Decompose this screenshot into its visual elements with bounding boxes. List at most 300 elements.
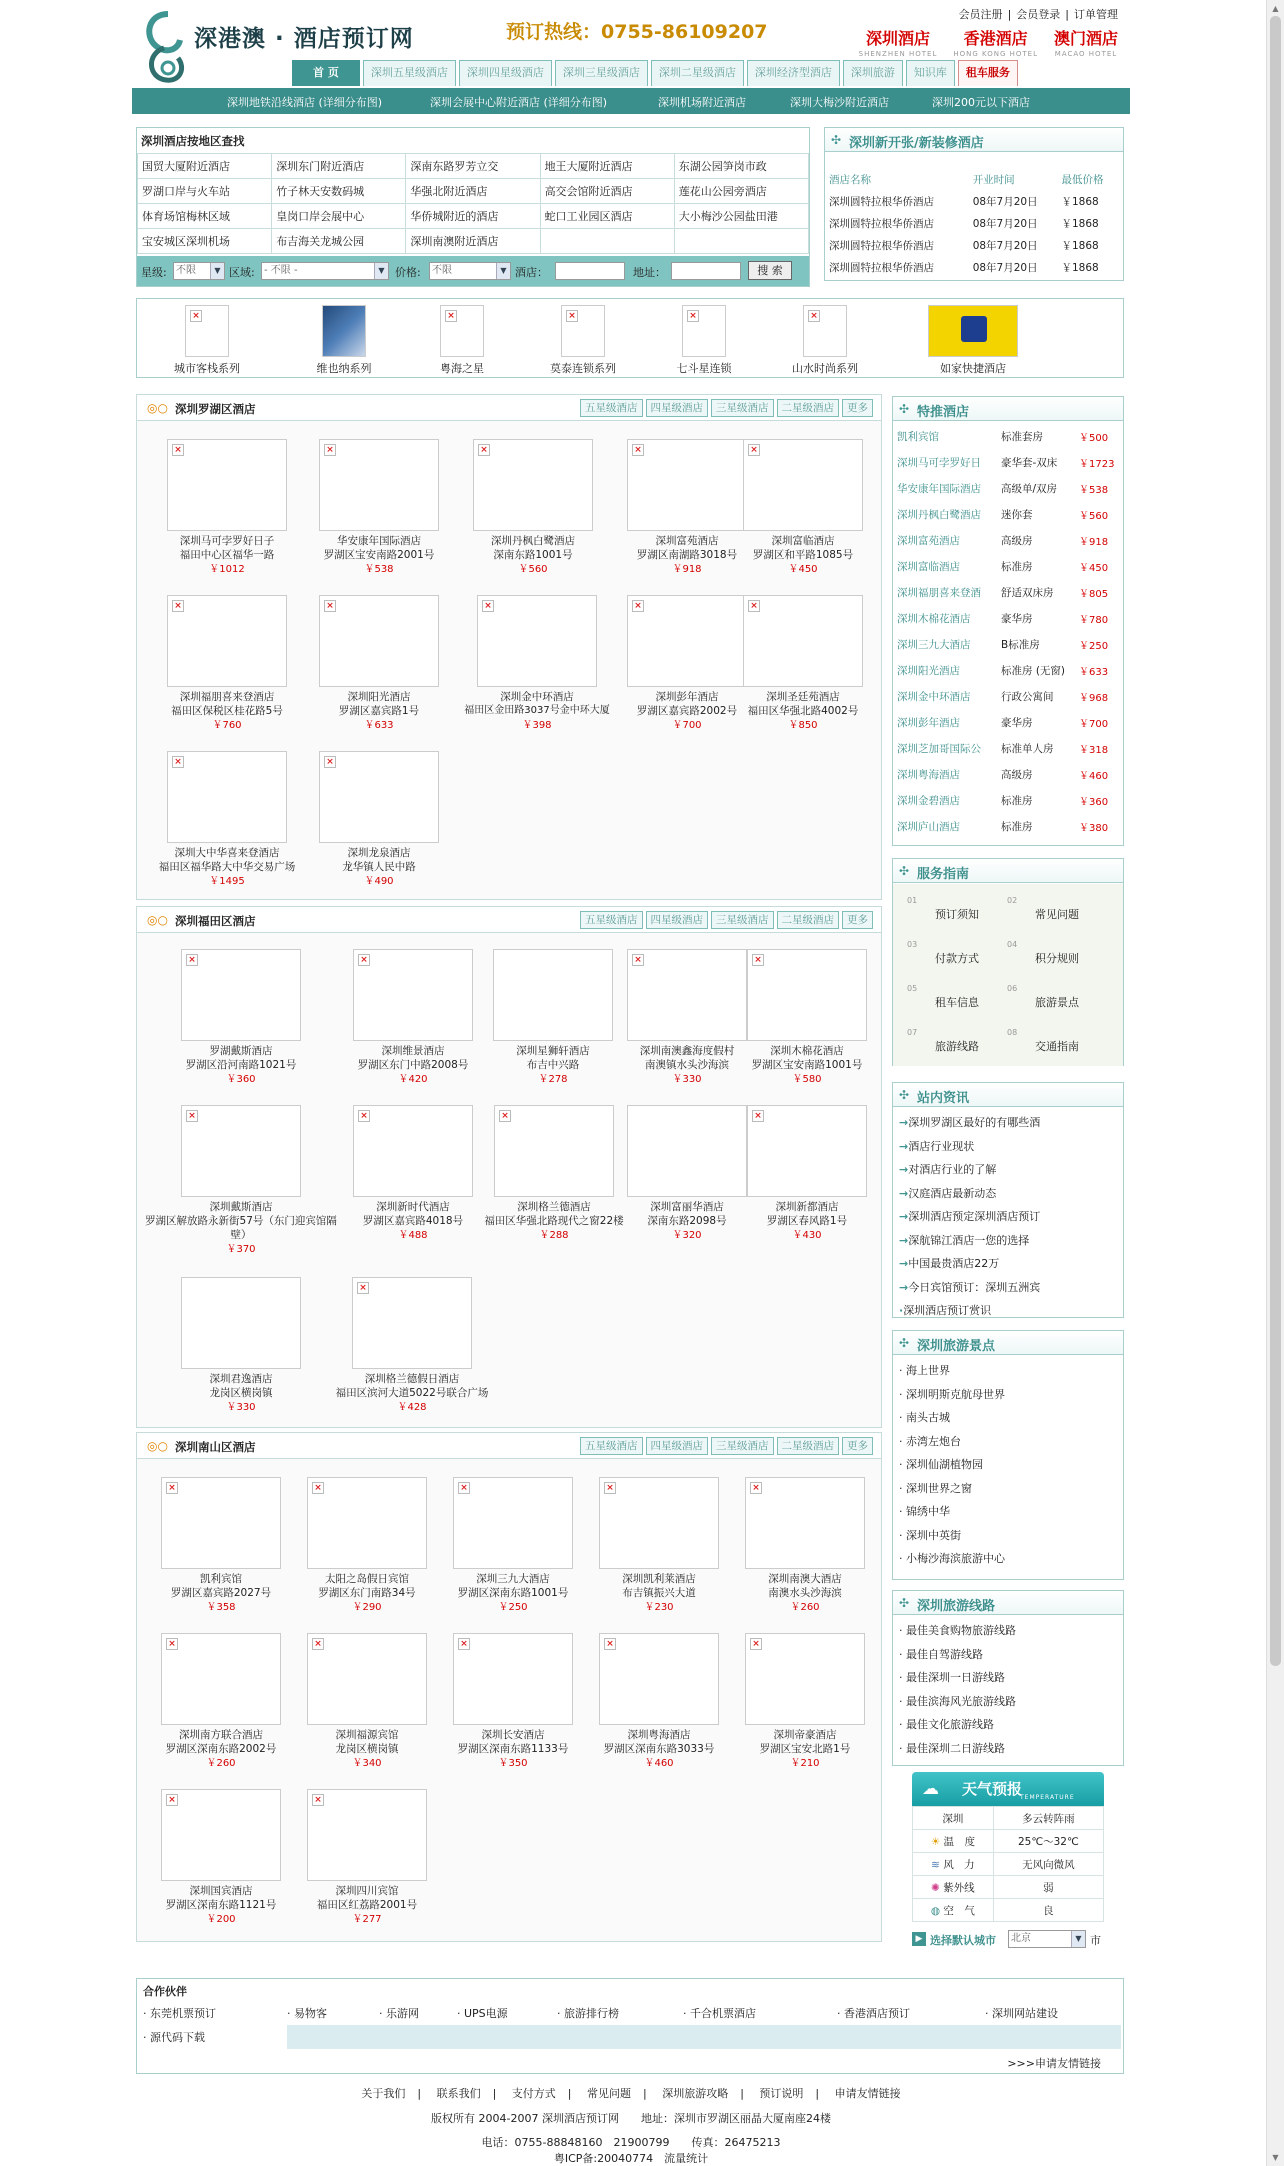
hotel-photo xyxy=(493,949,613,1041)
service-guide-header xyxy=(893,859,1123,883)
table-row[interactable]: 深圳彭年酒店 豪华房 ￥700 xyxy=(897,716,1109,730)
arrow-right-icon: → xyxy=(899,1139,909,1153)
rings-icon: ◎○ xyxy=(147,1439,168,1453)
area-link[interactable]: 深圳南澳附近酒店 xyxy=(406,229,540,254)
partner-link[interactable]: · UPS电源 xyxy=(457,2007,508,2020)
cross-arrows-icon: ✣ xyxy=(899,1596,910,1610)
area-select[interactable]: - 不限 - ▼ xyxy=(261,262,389,280)
region-macao[interactable]: 澳门酒店 MACAO HOTEL xyxy=(1053,29,1118,58)
cross-arrows-icon: ✣ xyxy=(899,864,910,878)
vertical-scrollbar[interactable] xyxy=(1266,0,1284,2166)
cross-arrows-icon: ✣ xyxy=(831,133,842,147)
list-item[interactable]: →今日宾馆预订：深圳五洲宾 xyxy=(899,1280,1041,1294)
area-link[interactable]: 深圳东门附近酒店 xyxy=(272,154,406,179)
service-booking-notice[interactable]: 01 预订须知 xyxy=(907,896,979,921)
hotel-card[interactable]: × 深圳戴斯酒店 罗湖区解放路永新街57号（东门迎宾馆隔壁） ￥370 xyxy=(141,1105,341,1258)
homeinn-logo-icon xyxy=(961,316,987,342)
weather-table: 深圳 多云转阵雨 ☀ 温 度 25℃～32℃ ≋ 风 力 无风向微风 ✺ 紫外线 弱 ◍ 空 气 良 xyxy=(912,1806,1104,1922)
tab-five-star[interactable]: 五星级酒店 xyxy=(580,1437,643,1455)
top-links: 会员注册 | 会员登录 | 订单管理 xyxy=(958,8,1118,21)
brand-item[interactable]: × 七斗星连锁 xyxy=(644,305,764,376)
area-link[interactable]: 东湖公园笋岗市政 xyxy=(674,154,808,179)
chevron-down-icon: ▼ xyxy=(374,263,388,279)
tab-four-star[interactable]: 四星级酒店 xyxy=(646,399,709,417)
weather-title: 天气预报 xyxy=(962,1780,1023,1798)
hotel-card[interactable]: × 深圳阳光酒店 罗湖区嘉宾路1号 ￥633 xyxy=(303,595,455,734)
service-faq[interactable]: 02 常见问题 xyxy=(1007,896,1079,921)
city-suffix: 市 xyxy=(1090,1934,1101,1947)
copyright: 版权所有 2004-2007 深圳酒店预订网 地址：深圳市罗湖区丽晶大厦南座24楼 电话：0755-88848160 21900799 传真：26475213 粤ICP备:20040774 流量统计 xyxy=(431,2112,831,2165)
brand-item[interactable]: × 城市客栈系列 xyxy=(147,305,267,376)
broken-image-icon: × xyxy=(190,310,202,322)
table-row[interactable]: 深圳芝加哥国际公 标准单人房 ￥318 xyxy=(897,742,1109,756)
broken-image-icon: × xyxy=(186,1110,198,1122)
star-select[interactable]: 不限 ▼ xyxy=(173,262,225,280)
air-icon: ◍ xyxy=(930,1904,941,1917)
broken-image-icon: × xyxy=(604,1638,616,1650)
list-item[interactable]: · 深圳仙湖植物园 xyxy=(899,1458,983,1471)
special-hotels-table xyxy=(897,423,1114,839)
bullet-icon: · xyxy=(899,1304,904,1317)
hotel-card[interactable]: × 深圳格兰德假日酒店 福田区滨河大道5022号联合广场 ￥428 xyxy=(327,1277,497,1416)
partner-link[interactable]: · 乐游网 xyxy=(379,2007,419,2020)
broken-image-icon: × xyxy=(604,1482,616,1494)
weather-banner xyxy=(912,1772,1104,1806)
district-luohu xyxy=(136,394,882,900)
list-item[interactable]: ·深圳酒店预订赏识 xyxy=(899,1304,992,1317)
col-hotel-name: 酒店名称 xyxy=(829,173,871,186)
special-hotels-panel xyxy=(892,396,1124,846)
region-hongkong[interactable]: 香港酒店 HONG KONG HOTEL xyxy=(953,29,1038,58)
footer-link[interactable]: 预订说明 xyxy=(759,2087,804,2100)
star-tabs xyxy=(577,399,873,417)
hotel-card[interactable]: × 深圳丹枫白鹭酒店 深南东路1001号 ￥560 xyxy=(457,439,609,578)
hotel-card[interactable]: × 深圳福朋喜来登酒店 福田区保税区桂花路5号 ￥760 xyxy=(151,595,303,734)
brand-strip xyxy=(136,298,1124,378)
area-link[interactable]: 国贸大厦附近酒店 xyxy=(138,154,272,179)
tab-home[interactable]: 首 页 xyxy=(292,60,360,86)
news-list xyxy=(893,1107,1123,1323)
hotline: 预订热线：0755-86109207 xyxy=(506,21,768,43)
hotel-card[interactable]: 深圳富丽华酒店 深南东路2098号 ￥320 xyxy=(611,1105,763,1244)
area-link[interactable]: 大小梅沙公园盐田港 xyxy=(674,204,808,229)
broken-image-icon: × xyxy=(312,1482,324,1494)
news-panel xyxy=(892,1082,1124,1318)
district-title: 深圳福田区酒店 xyxy=(175,914,256,928)
broken-image-icon: × xyxy=(166,1482,178,1494)
weather-city: 深圳 xyxy=(913,1807,994,1830)
broken-image-icon: × xyxy=(808,310,820,322)
area-link[interactable]: 高交会馆附近酒店 xyxy=(540,179,674,204)
hotel-card[interactable]: × 深圳维景酒店 罗湖区东门中路2008号 ￥420 xyxy=(337,949,489,1088)
hotel-card[interactable]: × 深圳南澳大酒店 南澳水头沙海滨 ￥260 xyxy=(729,1477,881,1616)
table-row[interactable]: 深圳阳光酒店 标准房 (无窗) ￥633 xyxy=(897,664,1109,678)
service-scenic[interactable]: 06 旅游景点 xyxy=(1007,984,1079,1009)
district-title: 深圳罗湖区酒店 xyxy=(175,402,256,416)
scenic-title: 深圳旅游景点 xyxy=(917,1339,996,1354)
service-points[interactable]: 04 积分规则 xyxy=(1007,940,1079,965)
list-item[interactable]: · 深圳明斯克航母世界 xyxy=(899,1387,1005,1401)
table-row[interactable]: 深圳圆特拉根华侨酒店 08年7月20日 ￥1868 xyxy=(829,239,1099,252)
broken-image-icon: × xyxy=(324,444,336,456)
tab-economy[interactable]: 深圳经济型酒店 xyxy=(747,60,840,86)
list-item[interactable]: →深圳罗湖区最好的有哪些酒 xyxy=(899,1116,1041,1129)
routes-panel xyxy=(892,1590,1124,1766)
weather-desc: 多云转阵雨 xyxy=(993,1807,1103,1830)
search-button[interactable]: 搜 索 xyxy=(748,261,792,280)
sub-link-airport[interactable]: 深圳机场附近酒店 xyxy=(658,96,746,109)
chevron-down-icon: ▼ xyxy=(210,263,224,279)
hotel-card[interactable]: × 深圳粤海酒店 罗湖区深南东路3033号 ￥460 xyxy=(583,1633,735,1772)
tab-more[interactable]: 更多 xyxy=(842,1437,873,1455)
hotel-card[interactable]: × 深圳金中环酒店 福田区金田路3037号金中环大厦 ￥398 xyxy=(457,595,617,734)
area-label: 区域: xyxy=(229,266,255,279)
partner-link[interactable]: · 东莞机票预订 xyxy=(143,2007,216,2020)
arrow-right-icon: → xyxy=(899,1116,909,1129)
broken-image-icon: × xyxy=(324,600,336,612)
broken-image-icon: × xyxy=(172,756,184,768)
tab-five-star[interactable]: 五星级酒店 xyxy=(580,911,643,929)
brand-item[interactable]: × 山水时尚系列 xyxy=(765,305,885,376)
table-row[interactable]: 华安康年国际酒店 高级单/双房 ￥538 xyxy=(897,482,1109,496)
service-traffic[interactable]: 08 交通指南 xyxy=(1007,1028,1079,1053)
address-label: 地址： xyxy=(633,266,666,279)
region-links xyxy=(843,26,1118,58)
list-item[interactable]: · 小梅沙海滨旅游中心 xyxy=(899,1552,1005,1565)
tab-three-star[interactable]: 三星级酒店 xyxy=(711,911,774,929)
broken-image-icon: × xyxy=(312,1638,324,1650)
list-item[interactable]: · 深圳世界之窗 xyxy=(899,1481,972,1495)
main-nav xyxy=(292,60,1021,88)
list-item[interactable]: →中国最贵酒店22万 xyxy=(899,1257,1000,1270)
area-table xyxy=(137,153,809,254)
footer-link[interactable]: 深圳旅游攻略 xyxy=(662,2087,729,2100)
register-link[interactable]: 会员注册 xyxy=(958,8,1003,21)
partner-link[interactable]: · 深圳网站建设 xyxy=(985,2007,1058,2020)
partner-link[interactable]: · 旅游排行榜 xyxy=(557,2007,619,2020)
list-item[interactable]: · 海上世界 xyxy=(899,1364,950,1377)
tab-more[interactable]: 更多 xyxy=(842,399,873,417)
list-item[interactable]: →深航锦江酒店一您的选择 xyxy=(899,1233,1030,1247)
broken-image-icon: × xyxy=(458,1638,470,1650)
footer-link[interactable]: 常见问题 xyxy=(587,2087,631,2100)
hotel-photo xyxy=(627,1105,747,1197)
list-item[interactable]: · 最佳滨海风光旅游线路 xyxy=(899,1694,1016,1708)
scroll-down-icon[interactable]: ▼ xyxy=(1272,2153,1279,2162)
tab-four-star[interactable]: 深圳四星级酒店 xyxy=(459,60,552,86)
footer-link[interactable]: 关于我们 xyxy=(361,2087,406,2100)
price-label: 价格: xyxy=(395,266,421,279)
broken-image-icon: × xyxy=(632,954,644,966)
hotel-card[interactable]: × 深圳富苑酒店 罗湖区南湖路3018号 ￥918 xyxy=(611,439,763,578)
scrollbar-thumb[interactable] xyxy=(1270,16,1281,1666)
tab-three-star[interactable]: 三星级酒店 xyxy=(711,399,774,417)
hotel-card[interactable]: × 深圳富临酒店 罗湖区和平路1085号 ￥450 xyxy=(727,439,879,578)
broken-image-icon: × xyxy=(748,444,760,456)
scroll-up-icon[interactable]: ▲ xyxy=(1272,4,1279,13)
service-car-rental[interactable]: 05 租车信息 xyxy=(907,984,979,1009)
cross-arrows-icon: ✣ xyxy=(899,402,910,416)
broken-image-icon: × xyxy=(324,756,336,768)
table-row[interactable]: 深圳粤海酒店 高级房 ￥460 xyxy=(897,768,1109,782)
hotel-name-label: 酒店： xyxy=(515,266,548,279)
routes-title: 深圳旅游线路 xyxy=(917,1599,996,1614)
hotel-card[interactable]: × 凯利宾馆 罗湖区嘉宾路2027号 ￥358 xyxy=(145,1477,297,1616)
area-search-panel xyxy=(136,127,810,287)
hotel-card[interactable]: × 深圳大中华喜来登酒店 福田区福华路大中华交易广场 ￥1495 xyxy=(151,751,303,890)
table-row[interactable]: 深圳木棉花酒店 豪华房 ￥780 xyxy=(897,612,1109,626)
tab-two-star[interactable]: 二星级酒店 xyxy=(777,911,840,929)
cloud-sun-icon: ☁ xyxy=(922,1779,939,1799)
scenic-list xyxy=(893,1355,1123,1571)
broken-image-icon: × xyxy=(186,954,198,966)
area-link[interactable]: 竹子林天安数码城 xyxy=(272,179,406,204)
table-row[interactable]: 深圳圆特拉根华侨酒店 08年7月20日 ￥1868 xyxy=(829,195,1099,208)
broken-image-icon: × xyxy=(752,1110,764,1122)
service-guide-title: 服务指南 xyxy=(917,867,970,882)
special-hotels-title: 特推酒店 xyxy=(917,405,970,420)
table-row[interactable]: 深圳富苑酒店 高级房 ￥918 xyxy=(897,534,1109,548)
hotel-card[interactable]: 深圳君逸酒店 龙岗区横岗镇 ￥330 xyxy=(165,1277,317,1416)
tab-more[interactable]: 更多 xyxy=(842,911,873,929)
area-link[interactable]: 莲花山公园旁酒店 xyxy=(674,179,808,204)
broken-image-icon: × xyxy=(482,600,494,612)
hotel-card[interactable]: × 深圳格兰德酒店 福田区华强北路现代之窗22楼 ￥288 xyxy=(471,1105,637,1244)
tab-knowledge[interactable]: 知识库 xyxy=(906,60,955,86)
area-link[interactable]: 蛇口工业园区酒店 xyxy=(540,204,674,229)
sub-link-under200[interactable]: 深圳200元以下酒店 xyxy=(932,96,1030,109)
district-header xyxy=(137,907,881,933)
hotel-card[interactable]: × 深圳凯利莱酒店 布吉镇振兴大道 ￥230 xyxy=(583,1477,735,1616)
hotel-card[interactable]: × 深圳南方联合酒店 罗湖区深南东路2002号 ￥260 xyxy=(145,1633,297,1772)
partner-link[interactable]: · 香港酒店预订 xyxy=(837,2007,910,2020)
special-hotels-header xyxy=(893,397,1123,421)
hotel-card[interactable]: × 深圳木棉花酒店 罗湖区宝安南路1001号 ￥580 xyxy=(731,949,883,1088)
partner-link[interactable]: · 千合机票酒店 xyxy=(683,2007,756,2020)
area-link[interactable]: 华强北附近酒店 xyxy=(406,179,540,204)
brand-item[interactable]: × 粤海之星 xyxy=(402,305,522,376)
area-search-title: 深圳酒店按地区查找 xyxy=(141,134,245,148)
list-item[interactable]: →汉庭酒店最新动态 xyxy=(899,1186,997,1200)
rings-icon: ◎○ xyxy=(147,401,168,415)
tab-five-star[interactable]: 深圳五星级酒店 xyxy=(363,60,456,86)
hotel-card[interactable]: × 深圳国宾酒店 罗湖区深南东路1121号 ￥200 xyxy=(145,1789,297,1928)
news-title: 站内资讯 xyxy=(917,1091,970,1106)
table-row[interactable]: 深圳富临酒店 标准房 ￥450 xyxy=(897,560,1109,574)
arrow-right-icon: → xyxy=(899,1163,909,1176)
logo xyxy=(138,6,196,92)
area-link[interactable]: 地王大厦附近酒店 xyxy=(540,154,674,179)
arrow-right-icon: → xyxy=(899,1280,909,1294)
broken-image-icon: × xyxy=(478,444,490,456)
order-manage-link[interactable]: 订单管理 xyxy=(1074,8,1118,21)
broken-image-icon: × xyxy=(458,1482,470,1494)
hotel-card[interactable]: × 罗湖戴斯酒店 罗湖区沿河南路1021号 ￥360 xyxy=(165,949,317,1088)
list-item[interactable]: · 最佳自驾游线路 xyxy=(899,1647,983,1661)
sub-nav-bar xyxy=(132,88,1130,114)
col-open-date: 开业时间 xyxy=(972,173,1015,186)
tab-three-star[interactable]: 深圳三星级酒店 xyxy=(555,60,648,86)
arrow-right-icon: → xyxy=(899,1233,909,1247)
page xyxy=(132,0,1130,2166)
list-item[interactable]: · 深圳中英街 xyxy=(899,1528,961,1542)
hotel-card[interactable]: × 深圳三九大酒店 罗湖区深南东路1001号 ￥250 xyxy=(437,1477,589,1616)
table-row[interactable]: 深圳马可孛罗好日 豪华套-双床 ￥1723 xyxy=(897,456,1115,470)
brand-item[interactable]: 如家快捷酒店 xyxy=(913,305,1033,376)
footer-link[interactable]: 申请友情链接 xyxy=(834,2087,901,2100)
table-row[interactable]: 深圳金中环酒店 行政公寓间 ￥968 xyxy=(897,690,1109,704)
hotel-card[interactable]: × 深圳龙泉酒店 龙华镇人民中路 ￥490 xyxy=(303,751,455,890)
scenic-header xyxy=(893,1331,1123,1355)
sub-link-meisha[interactable]: 深圳大梅沙附近酒店 xyxy=(790,96,889,109)
table-row[interactable]: 深圳福朋喜来登酒 舒适双床房 ￥805 xyxy=(897,586,1109,600)
news-header xyxy=(893,1083,1123,1107)
area-link[interactable]: 罗湖口岸与火车站 xyxy=(138,179,272,204)
chevron-down-icon: ▼ xyxy=(1071,1931,1085,1947)
table-row[interactable]: 深圳三九大酒店 B标准房 ￥250 xyxy=(897,638,1109,652)
arrow-right-icon: → xyxy=(899,1257,909,1270)
sun-icon: ☀ xyxy=(930,1835,941,1848)
sub-link-expo[interactable]: 深圳会展中心附近酒店 (详细分布图) xyxy=(430,96,608,109)
price-select[interactable]: 不限 ▼ xyxy=(429,262,511,280)
search-bar xyxy=(137,256,809,286)
broken-image-icon: × xyxy=(748,600,760,612)
table-row[interactable]: 深圳丹枫白鹭酒店 迷你套 ￥560 xyxy=(897,508,1109,522)
list-item[interactable]: · 最佳深圳二日游线路 xyxy=(899,1741,1005,1755)
area-link[interactable]: 宝安城区深圳机场 xyxy=(138,229,272,254)
tab-four-star[interactable]: 四星级酒店 xyxy=(646,1437,709,1455)
login-link[interactable]: 会员登录 xyxy=(1016,8,1061,21)
table-row[interactable]: 深圳圆特拉根华侨酒店 08年7月20日 ￥1868 xyxy=(829,261,1099,274)
tab-two-star[interactable]: 二星级酒店 xyxy=(777,399,840,417)
cross-arrows-icon: ✣ xyxy=(899,1336,910,1350)
broken-image-icon: × xyxy=(172,444,184,456)
partner-link[interactable]: · 易物客 xyxy=(287,2007,327,2020)
area-link[interactable]: 华侨城附近的酒店 xyxy=(406,204,540,229)
tab-two-star[interactable]: 二星级酒店 xyxy=(777,1437,840,1455)
default-city-label: 选择默认城市 xyxy=(930,1934,996,1947)
brand-item[interactable]: × 莫泰连锁系列 xyxy=(523,305,643,376)
district-title: 深圳南山区酒店 xyxy=(175,1440,256,1454)
table-row[interactable]: 深圳庐山酒店 标准房 ￥380 xyxy=(897,820,1109,834)
footer-link[interactable]: 支付方式 xyxy=(511,2087,556,2100)
tab-three-star[interactable]: 三星级酒店 xyxy=(711,1437,774,1455)
broken-image-icon: × xyxy=(445,310,457,322)
hotel-card[interactable]: × 华安康年国际酒店 罗湖区宝安南路2001号 ￥538 xyxy=(303,439,455,578)
hotel-name-input[interactable] xyxy=(555,262,625,280)
tab-five-star[interactable]: 五星级酒店 xyxy=(580,399,643,417)
new-hotels-table xyxy=(829,168,1119,278)
hotel-card[interactable]: × 太阳之岛假日宾馆 罗湖区东门南路34号 ￥290 xyxy=(291,1477,443,1616)
col-min-price: 最低价格 xyxy=(1061,173,1104,186)
uv-icon: ✺ xyxy=(931,1881,940,1894)
area-link[interactable]: 布吉海关龙城公园 xyxy=(272,229,406,254)
hotel-card[interactable]: × 深圳彭年酒店 罗湖区嘉宾路2002号 ￥700 xyxy=(611,595,763,734)
wind-icon: ≋ xyxy=(931,1858,940,1871)
list-item[interactable]: →对酒店行业的了解 xyxy=(899,1163,997,1176)
brand-item[interactable]: 维也纳系列 xyxy=(284,305,404,376)
hotel-card[interactable]: × 深圳南澳鑫海度假村 南澳镇水头沙海滨 ￥330 xyxy=(611,949,763,1088)
hotel-card[interactable]: × 深圳圣廷苑酒店 福田区华强北路4002号 ￥850 xyxy=(727,595,879,734)
broken-image-icon: × xyxy=(358,954,370,966)
area-link[interactable]: 体育场馆梅林区域 xyxy=(138,204,272,229)
district-futian xyxy=(136,906,882,1428)
list-item[interactable]: · 最佳美食购物旅游线路 xyxy=(899,1624,1016,1637)
weather-subtitle: TEMPERATURE xyxy=(1020,1794,1075,1801)
tab-two-star[interactable]: 深圳二星级酒店 xyxy=(651,60,744,86)
star-label: 星级: xyxy=(141,266,167,279)
hotel-card[interactable]: × 深圳长安酒店 罗湖区深南东路1133号 ￥350 xyxy=(437,1633,589,1772)
region-shenzhen[interactable]: 深圳酒店 SHENZHEN HOTEL xyxy=(858,29,938,58)
tab-travel[interactable]: 深圳旅游 xyxy=(843,60,903,86)
district-header xyxy=(137,1433,881,1459)
broken-image-icon: × xyxy=(687,310,699,322)
hotel-card[interactable]: × 深圳新都酒店 罗湖区春风路1号 ￥430 xyxy=(731,1105,883,1244)
broken-image-icon: × xyxy=(358,1110,370,1122)
table-row[interactable]: 凯利宾馆 标准套房 ￥500 xyxy=(897,430,1109,444)
broken-image-icon: × xyxy=(172,600,184,612)
list-item[interactable]: · 最佳文化旅游线路 xyxy=(899,1718,994,1731)
apply-link[interactable]: >>>申请友情链接 xyxy=(1007,2057,1101,2070)
address-input[interactable] xyxy=(671,262,741,280)
list-item[interactable]: · 锦绣中华 xyxy=(899,1505,950,1518)
broken-image-icon: × xyxy=(566,310,578,322)
tab-car-rental[interactable]: 租车服务 xyxy=(958,60,1018,86)
broken-image-icon: × xyxy=(499,1110,511,1122)
hotel-card[interactable]: × 深圳四川宾馆 福田区红荔路2001号 ￥277 xyxy=(291,1789,443,1928)
list-item[interactable]: · 赤湾左炮台 xyxy=(899,1434,961,1448)
partners-panel xyxy=(136,1978,1124,2074)
partners-title: 合作伙伴 xyxy=(143,1985,187,1998)
hotel-card[interactable]: 深圳星狮轩酒店 布吉中兴路 ￥278 xyxy=(477,949,629,1088)
star-tabs xyxy=(577,911,873,929)
routes-header xyxy=(893,1591,1123,1615)
hotel-card[interactable]: × 深圳福源宾馆 龙岗区横岗镇 ￥340 xyxy=(291,1633,443,1772)
hotel-card[interactable]: × 深圳帝豪酒店 罗湖区宝安北路1号 ￥210 xyxy=(729,1633,881,1772)
broken-image-icon: × xyxy=(632,600,644,612)
cross-arrows-icon: ✣ xyxy=(899,1088,910,1102)
list-item[interactable]: →深圳酒店预定深圳酒店预订 xyxy=(899,1210,1041,1223)
broken-image-icon: × xyxy=(750,1638,762,1650)
district-header xyxy=(137,395,881,421)
new-hotels-header xyxy=(825,128,1123,152)
city-select[interactable]: 北京 ▼ xyxy=(1008,1930,1086,1948)
site-title: 深港澳 · 酒店预订网 xyxy=(194,26,414,52)
area-cell-empty xyxy=(674,229,808,254)
service-guide-panel xyxy=(892,858,1124,1066)
routes-list xyxy=(893,1615,1123,1760)
hotel-card[interactable]: × 深圳新时代酒店 罗湖区嘉宾路4018号 ￥488 xyxy=(337,1105,489,1244)
list-item[interactable]: · 南头古城 xyxy=(899,1411,950,1424)
list-item[interactable]: · 最佳深圳一日游线路 xyxy=(899,1671,1005,1684)
service-payment[interactable]: 03 付款方式 xyxy=(907,940,979,965)
hotel-card[interactable]: × 深圳马可孛罗好日子 福田中心区福华一路 ￥1012 xyxy=(151,439,303,578)
area-link[interactable]: 深南东路罗芳立交 xyxy=(406,154,540,179)
table-row[interactable]: 深圳圆特拉根华侨酒店 08年7月20日 ￥1868 xyxy=(829,217,1099,230)
table-row[interactable]: 深圳金碧酒店 标准房 ￥360 xyxy=(897,794,1109,808)
service-routes[interactable]: 07 旅游线路 xyxy=(907,1028,979,1053)
new-hotels-title: 深圳新开张/新装修酒店 xyxy=(849,136,984,151)
broken-image-icon: × xyxy=(750,1482,762,1494)
tab-four-star[interactable]: 四星级酒店 xyxy=(646,911,709,929)
area-link[interactable]: 皇岗口岸会展中心 xyxy=(272,204,406,229)
partner-link[interactable]: · 源代码下载 xyxy=(143,2031,205,2044)
sub-link-metro[interactable]: 深圳地铁沿线酒店 (详细分布图) xyxy=(227,96,383,109)
broken-image-icon: × xyxy=(312,1794,324,1806)
footer-link[interactable]: 联系我们 xyxy=(436,2087,481,2100)
list-item[interactable]: →酒店行业现状 xyxy=(899,1139,975,1153)
area-cell-empty xyxy=(540,229,674,254)
